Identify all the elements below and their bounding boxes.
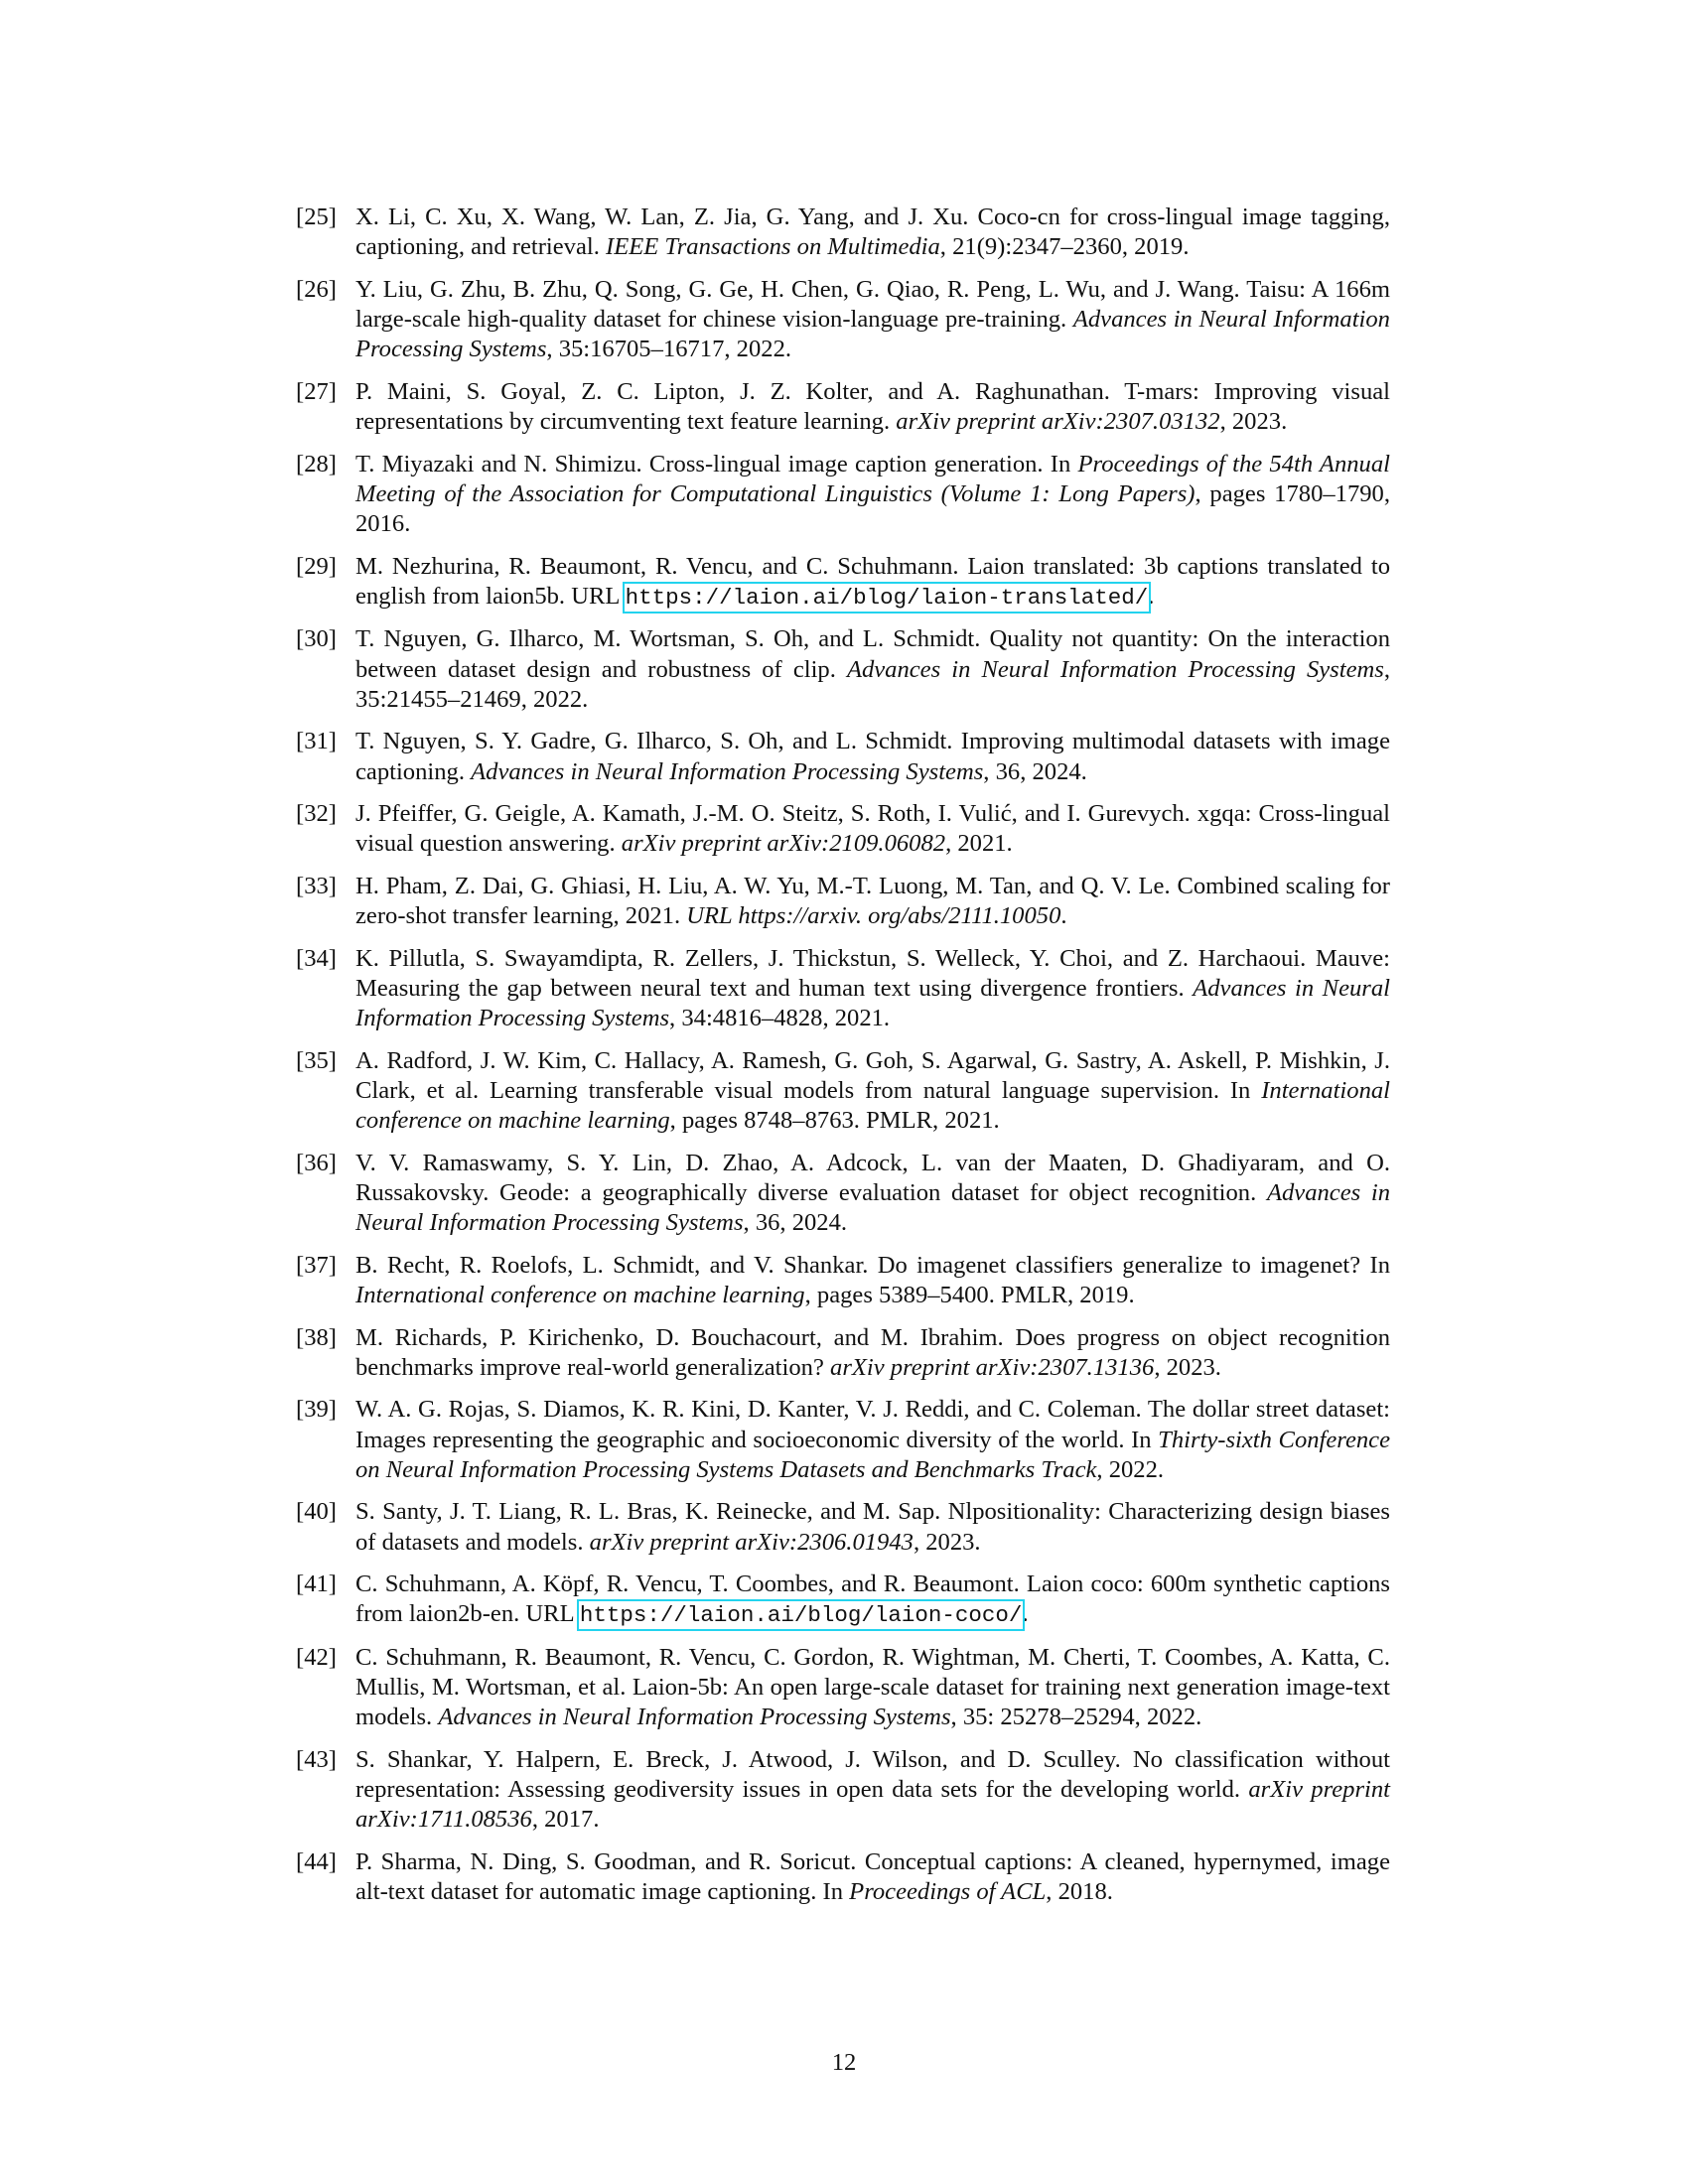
- reference-text-segment: S. Shankar, Y. Halpern, E. Breck, J. Atwood, J. Wilson, and D. Sculley. No classification without representation: Assessing geodiversity issues in open data sets for the developing world.: [355, 1745, 1390, 1804]
- reference-text: [355, 1497, 1390, 1557]
- reference-text-segment: Y. Liu, G. Zhu, B. Zhu, Q. Song, G. Ge, H. Chen, G. Qiao, R. Peng, L. Wu, and J. Wang. Taisu: A 166m large-scale high-quality dataset for chinese vision-language pre-training.: [355, 275, 1390, 333]
- reference-item: [296, 799, 1390, 859]
- reference-number: [26]: [296, 275, 337, 303]
- reference-text-segment: J. Pfeiffer, G. Geigle, A. Kamath, J.-M. O. Steitz, S. Roth, I. Vulić, and I. Gurevych. xgqa: Cross-lingual visual question answering.: [355, 800, 1390, 858]
- reference-item: [296, 1251, 1390, 1310]
- reference-text-segment: P. Maini, S. Goyal, Z. C. Lipton, J. Z. Kolter, and A. Raghunathan. T-mars: Improving visual representations by circumventing text feature learning.: [355, 377, 1390, 435]
- reference-item: [296, 1745, 1390, 1836]
- reference-venue: arXiv preprint arXiv:2307.03132: [896, 408, 1220, 435]
- reference-venue: arXiv preprint arXiv:2307.13136: [830, 1353, 1155, 1381]
- reference-text-segment: , 36, 2024.: [743, 1209, 848, 1237]
- reference-item: [296, 872, 1390, 931]
- reference-venue: Proceedings of the 54th Annual Meeting of the Association for Computational Linguistics (Volume 1: Long Papers): [355, 450, 1390, 507]
- reference-text-segment: M. Richards, P. Kirichenko, D. Bouchacourt, and M. Ibrahim. Does progress on object recognition benchmarks improve real-world generalization?: [355, 1323, 1390, 1381]
- reference-text-segment: X. Li, C. Xu, X. Wang, W. Lan, Z. Jia, G. Yang, and J. Xu. Coco-cn for cross-lingual image tagging, captioning, and retrieval.: [355, 204, 1390, 261]
- reference-item: [296, 377, 1390, 437]
- reference-item: [296, 1395, 1390, 1485]
- reference-item: [296, 1046, 1390, 1137]
- reference-item: [296, 944, 1390, 1034]
- reference-venue: International conference on machine learning: [355, 1281, 805, 1308]
- reference-number: [31]: [296, 728, 337, 755]
- reference-text: [355, 1847, 1390, 1907]
- reference-text-segment: P. Sharma, N. Ding, S. Goodman, and R. Soricut. Conceptual captions: A cleaned, hypernymed, image alt-text dataset for automatic image captioning. In: [355, 1847, 1390, 1906]
- reference-item: [296, 1570, 1390, 1630]
- page-number: 12: [831, 2049, 857, 2076]
- reference-item: [296, 1149, 1390, 1239]
- reference-text-segment: , pages 8748–8763. PMLR, 2021.: [669, 1107, 1000, 1135]
- reference-text-segment: W. A. G. Rojas, S. Diamos, K. R. Kini, D. Kanter, V. J. Reddi, and C. Coleman. The dollar street dataset: Images representing the geographic and socioeconomic diversity of the world. In: [355, 1396, 1390, 1453]
- reference-text-segment: V. V. Ramaswamy, S. Y. Lin, D. Zhao, A. Adcock, L. van der Maaten, D. Ghadiyaram, and O. Russakovsky. Geode: a geographically diverse evaluation dataset for object recognition.: [355, 1149, 1390, 1206]
- reference-text-segment: , 2023.: [913, 1528, 981, 1556]
- reference-text-segment: , 35:21455–21469, 2022.: [355, 655, 1390, 713]
- reference-text: [355, 1745, 1390, 1836]
- reference-venue: Advances in Neural Information Processing Systems: [846, 655, 1384, 683]
- reference-number: [39]: [296, 1396, 337, 1424]
- reference-number: [44]: [296, 1847, 337, 1875]
- reference-text-segment: C. Schuhmann, R. Beaumont, R. Vencu, C. Gordon, R. Wightman, M. Cherti, T. Coombes, A. Katta, C. Mullis, M. Wortsman, et al. Laion-5b: An open large-scale dataset for training next generation image-text models.: [355, 1643, 1390, 1731]
- reference-text: [355, 203, 1390, 262]
- reference-number: [33]: [296, 872, 337, 899]
- reference-text: [355, 1570, 1390, 1630]
- reference-text-segment: T. Miyazaki and N. Shimizu. Cross-lingual image caption generation. In: [355, 450, 1078, 478]
- reference-item: [296, 624, 1390, 715]
- reference-text-segment: , pages 1780–1790, 2016.: [355, 479, 1390, 537]
- reference-text-segment: , 21(9):2347–2360, 2019.: [939, 233, 1190, 261]
- reference-text: [355, 1643, 1390, 1733]
- reference-text-segment: T. Nguyen, G. Ilharco, M. Wortsman, S. Oh, and L. Schmidt. Quality not quantity: On the interaction between dataset design and robustness of clip.: [355, 625, 1390, 683]
- reference-text-segment: , 2023.: [1154, 1353, 1221, 1381]
- reference-text: [355, 377, 1390, 437]
- reference-text-segment: , 2023.: [1219, 408, 1288, 435]
- reference-text-segment: M. Nezhurina, R. Beaumont, R. Vencu, and C. Schuhmann. Laion translated: 3b captions translated to english from laion5b. URL: [355, 552, 1390, 610]
- reference-text: [355, 1149, 1390, 1239]
- reference-venue: Advances in Neural Information Processing Systems: [355, 306, 1390, 363]
- reference-item: [296, 1323, 1390, 1383]
- reference-text: [355, 450, 1390, 540]
- reference-text-segment: A. Radford, J. W. Kim, C. Hallacy, A. Ramesh, G. Goh, S. Agarwal, G. Sastry, A. Askell, P. Mishkin, J. Clark, et al. Learning transferable visual models from natural language supervision. In: [355, 1046, 1390, 1104]
- reference-text-segment: .: [1022, 1600, 1029, 1628]
- reference-text-segment: S. Santy, J. T. Liang, R. L. Bras, K. Reinecke, and M. Sap. Nlpositionality: Characterizing design biases of datasets and models.: [355, 1498, 1390, 1556]
- reference-venue: arXiv preprint arXiv:1711.08536: [355, 1776, 1390, 1834]
- reference-number: [38]: [296, 1323, 337, 1351]
- reference-venue: Advances in Neural Information Processing Systems: [471, 757, 984, 785]
- reference-number: [28]: [296, 450, 337, 478]
- reference-text-segment: .: [1148, 582, 1155, 610]
- reference-number: [41]: [296, 1570, 337, 1598]
- reference-text-segment: C. Schuhmann, A. Köpf, R. Vencu, T. Coombes, and R. Beaumont. Laion coco: 600m synthetic captions from laion2b-en. URL: [355, 1570, 1390, 1628]
- reference-text-segment: .: [1060, 902, 1067, 930]
- reference-item: [296, 275, 1390, 365]
- reference-number: [35]: [296, 1046, 337, 1074]
- reference-text-segment: , 35:16705–16717, 2022.: [546, 336, 792, 363]
- reference-text: [355, 1323, 1390, 1383]
- reference-item: [296, 203, 1390, 262]
- reference-text-segment: , 36, 2024.: [983, 757, 1087, 785]
- reference-text-segment: , 2018.: [1046, 1878, 1113, 1906]
- reference-number: [25]: [296, 204, 337, 230]
- reference-text-segment: , 34:4816–4828, 2021.: [669, 1005, 891, 1032]
- reference-text: [355, 799, 1390, 859]
- reference-text: [355, 872, 1390, 931]
- reference-item: [296, 1643, 1390, 1733]
- reference-number: [37]: [296, 1251, 337, 1279]
- reference-text-segment: , 2021.: [945, 830, 1013, 858]
- reference-text-segment: , 2022.: [1096, 1455, 1165, 1483]
- reference-number: [42]: [296, 1643, 337, 1671]
- reference-venue: Advances in Neural Information Processing Systems: [438, 1704, 951, 1731]
- reference-venue: URL https://arxiv. org/abs/2111.10050: [686, 902, 1061, 930]
- reference-list: [296, 203, 1390, 1920]
- reference-url-link[interactable]: https://laion.ai/blog/laion-translated/: [625, 584, 1149, 611]
- reference-venue: IEEE Transactions on Multimedia: [606, 233, 940, 261]
- reference-text: [355, 1046, 1390, 1137]
- reference-number: [30]: [296, 625, 337, 653]
- reference-venue: Advances in Neural Information Processing Systems: [355, 1178, 1391, 1237]
- reference-number: [43]: [296, 1745, 337, 1773]
- reference-text: [355, 944, 1390, 1034]
- reference-venue: International conference on machine learning: [355, 1076, 1390, 1135]
- reference-text: [355, 552, 1390, 613]
- reference-item: [296, 450, 1390, 540]
- reference-text: [355, 275, 1390, 365]
- reference-number: [29]: [296, 552, 337, 580]
- reference-number: [34]: [296, 944, 337, 972]
- reference-venue: arXiv preprint arXiv:2306.01943: [589, 1528, 914, 1556]
- reference-venue: Proceedings of ACL: [849, 1878, 1047, 1906]
- reference-text: [355, 727, 1390, 786]
- reference-text: [355, 1395, 1390, 1485]
- reference-text-segment: , 2017.: [531, 1806, 600, 1834]
- reference-text: [355, 624, 1390, 715]
- reference-number: [36]: [296, 1149, 337, 1176]
- reference-venue: Thirty-sixth Conference on Neural Information Processing Systems Datasets and Benchmarks Track: [355, 1426, 1390, 1483]
- reference-number: [27]: [296, 377, 337, 405]
- reference-url-link[interactable]: https://laion.ai/blog/laion-coco/: [579, 1602, 1023, 1629]
- reference-number: [32]: [296, 800, 337, 828]
- reference-text-segment: , 35: 25278–25294, 2022.: [950, 1704, 1202, 1731]
- reference-item: [296, 1847, 1390, 1907]
- reference-item: [296, 1497, 1390, 1557]
- reference-venue: Advances in Neural Information Processing Systems: [355, 974, 1390, 1032]
- reference-item: [296, 727, 1390, 786]
- reference-venue: arXiv preprint arXiv:2109.06082: [621, 830, 946, 858]
- reference-number: [40]: [296, 1498, 337, 1526]
- reference-text-segment: K. Pillutla, S. Swayamdipta, R. Zellers, J. Thickstun, S. Welleck, Y. Choi, and Z. Harchaoui. Mauve: Measuring the gap between neural text and human text using divergence frontiers.: [355, 944, 1390, 1002]
- reference-text: [355, 1251, 1390, 1310]
- reference-text-segment: T. Nguyen, S. Y. Gadre, G. Ilharco, S. Oh, and L. Schmidt. Improving multimodal datasets with image captioning.: [355, 728, 1390, 785]
- reference-item: [296, 552, 1390, 613]
- reference-text-segment: B. Recht, R. Roelofs, L. Schmidt, and V. Shankar. Do imagenet classifiers generalize to imagenet? In: [355, 1251, 1390, 1279]
- reference-text-segment: H. Pham, Z. Dai, G. Ghiasi, H. Liu, A. W. Yu, M.-T. Luong, M. Tan, and Q. V. Le. Combined scaling for zero-shot transfer learning, 2021.: [355, 872, 1390, 930]
- reference-text-segment: , pages 5389–5400. PMLR, 2019.: [804, 1281, 1135, 1308]
